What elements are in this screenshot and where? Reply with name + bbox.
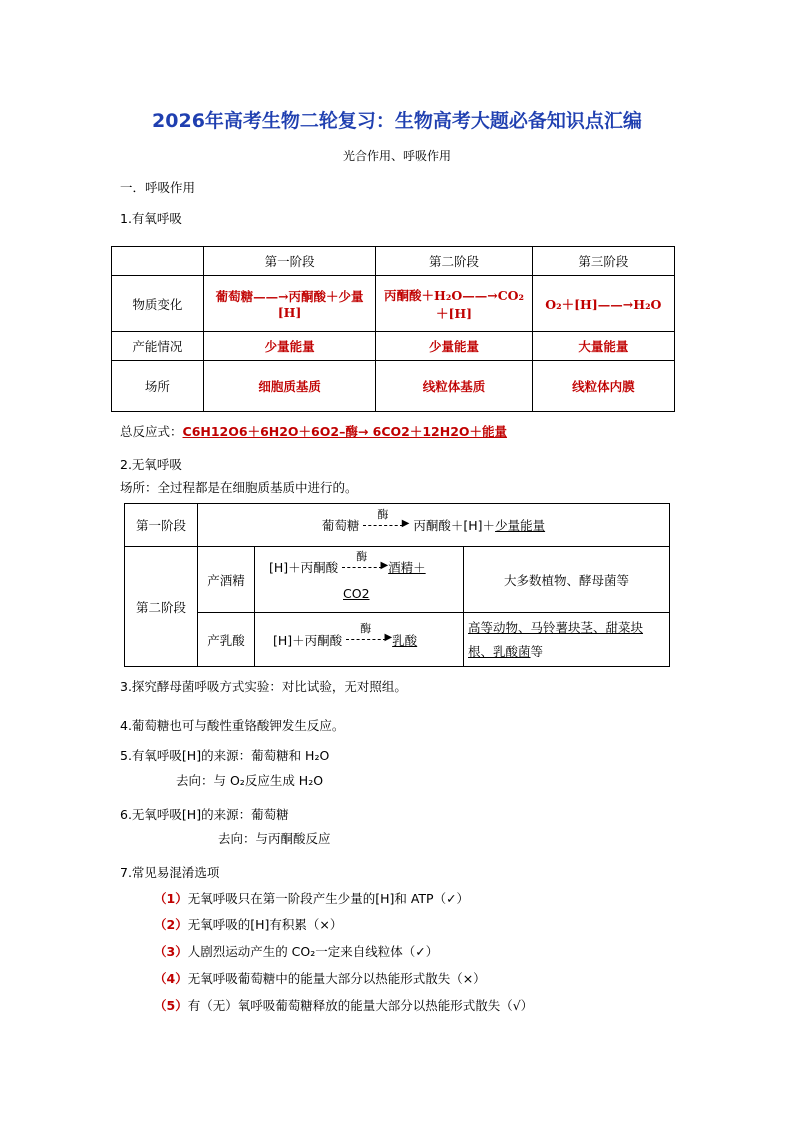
enzyme-arrow: 酶 ▶	[346, 634, 392, 648]
item-anaerobic-heading: 2.无氧呼吸	[120, 457, 182, 472]
option-item	[154, 915, 342, 933]
lactic-left: [H]＋丙酮酸	[273, 632, 343, 648]
item-4: 4.葡萄糖也可与酸性重铬酸钾发生反应。	[120, 718, 345, 733]
total-equation-label: 总反应式：	[120, 424, 183, 439]
enzyme-label: 酶	[356, 549, 368, 563]
item-6a: 6.无氧呼吸[H]的来源：葡萄糖	[120, 807, 289, 822]
alcohol-left: [H]＋丙酮酸	[269, 560, 339, 575]
table-cell: O₂＋[H]——→H₂O	[532, 276, 674, 332]
option-text: 无氧呼吸葡萄糖中的能量大部分以热能形式散失（×）	[187, 971, 486, 986]
option-number: （5）	[154, 998, 188, 1013]
option-text: 无氧呼吸只在第一阶段产生少量的[H]和 ATP（✓）	[187, 891, 470, 906]
table-cell: 线粒体内膜	[532, 361, 674, 412]
item-7: 7.常见易混淆选项	[120, 865, 220, 880]
option-number: （1）	[154, 891, 188, 906]
table-header: 第一阶段	[203, 247, 376, 276]
stage1-right: 丙酮酸＋[H]＋	[413, 518, 496, 533]
stage1-left: 葡萄糖	[321, 518, 360, 533]
table-cell: 线粒体基质	[376, 361, 532, 412]
stage-label: 第二阶段	[125, 547, 198, 667]
alcohol-right: 酒精＋	[388, 560, 426, 575]
stage-label: 第一阶段	[125, 504, 198, 547]
lactic-org-line2: 根、乳酸菌	[468, 643, 531, 659]
stage1-energy: 少量能量	[495, 518, 546, 533]
stage1-equation	[198, 504, 670, 547]
table-cell: 少量能量	[376, 332, 532, 361]
anaerobic-place: 场所：全过程都是在细胞质基质中进行的。	[120, 480, 358, 495]
enzyme-label: 酶	[377, 507, 389, 521]
option-text: 人剧烈运动产生的 CO₂一定来自线粒体（✓）	[187, 944, 439, 959]
enzyme-label: 酶	[360, 622, 372, 635]
option-item	[154, 942, 438, 960]
page-subtitle: 光合作用、呼吸作用	[342, 149, 451, 163]
alcohol-equation	[255, 547, 464, 613]
total-equation: C6H12O6＋6H2O＋6O2–酶→ 6CO2＋12H2O＋能量	[182, 424, 508, 439]
total-equation-line	[120, 422, 507, 440]
item-aerobic-heading: 1.有氧呼吸	[120, 211, 182, 226]
item-5a: 5.有氧呼吸[H]的来源：葡萄糖和 H₂O	[120, 748, 330, 763]
option-number: （2）	[154, 917, 188, 932]
anaerobic-table	[124, 503, 670, 667]
table-header: 第三阶段	[532, 247, 674, 276]
enzyme-arrow: 酶 ▶	[363, 520, 409, 534]
item-3: 3.探究酵母菌呼吸方式实验：对比试验，无对照组。	[120, 679, 407, 694]
table-cell: 葡萄糖——→丙酮酸＋少量[H]	[203, 276, 376, 332]
item-5b: 去向：与 O₂反应生成 H₂O	[176, 773, 324, 788]
alcohol-co2: CO2	[343, 586, 370, 601]
option-number: （3）	[154, 944, 188, 959]
enzyme-arrow: 酶 ▶	[342, 562, 388, 576]
section-heading: 一．呼吸作用	[120, 180, 196, 195]
row-label: 产能情况	[112, 332, 204, 361]
table-cell: 大量能量	[532, 332, 674, 361]
option-text: 有（无）氧呼吸葡萄糖释放的能量大部分以热能形式散失（√）	[187, 998, 534, 1013]
table-cell: 少量能量	[203, 332, 376, 361]
option-text: 无氧呼吸的[H]有积累（×）	[187, 917, 343, 932]
option-item	[154, 889, 469, 907]
row-label: 场所	[112, 361, 204, 412]
table-cell: 细胞质基质	[203, 361, 376, 412]
alcohol-organisms: 大多数植物、酵母菌等	[464, 547, 670, 613]
row-label: 物质变化	[112, 276, 204, 332]
option-item	[154, 996, 533, 1014]
item-6b: 去向：与丙酮酸反应	[218, 831, 331, 846]
table-header: 第二阶段	[376, 247, 532, 276]
aerobic-table	[111, 246, 675, 412]
lactic-org-line1: 高等动物、马铃薯块茎、甜菜块	[468, 619, 644, 635]
option-number: （4）	[154, 971, 188, 986]
lactic-org-line3: 等	[530, 643, 544, 659]
lactic-organisms	[464, 613, 670, 667]
table-corner-cell	[112, 247, 204, 276]
option-item	[154, 969, 486, 987]
alcohol-label: 产酒精	[198, 547, 255, 613]
lactic-right: 乳酸	[392, 632, 418, 648]
lactic-label: 产乳酸	[198, 613, 255, 667]
page-title: 2026年高考生物二轮复习：生物高考大题必备知识点汇编	[152, 110, 642, 132]
lactic-equation	[255, 613, 464, 667]
table-cell: 丙酮酸＋H₂O——→CO₂＋[H]	[376, 276, 532, 332]
